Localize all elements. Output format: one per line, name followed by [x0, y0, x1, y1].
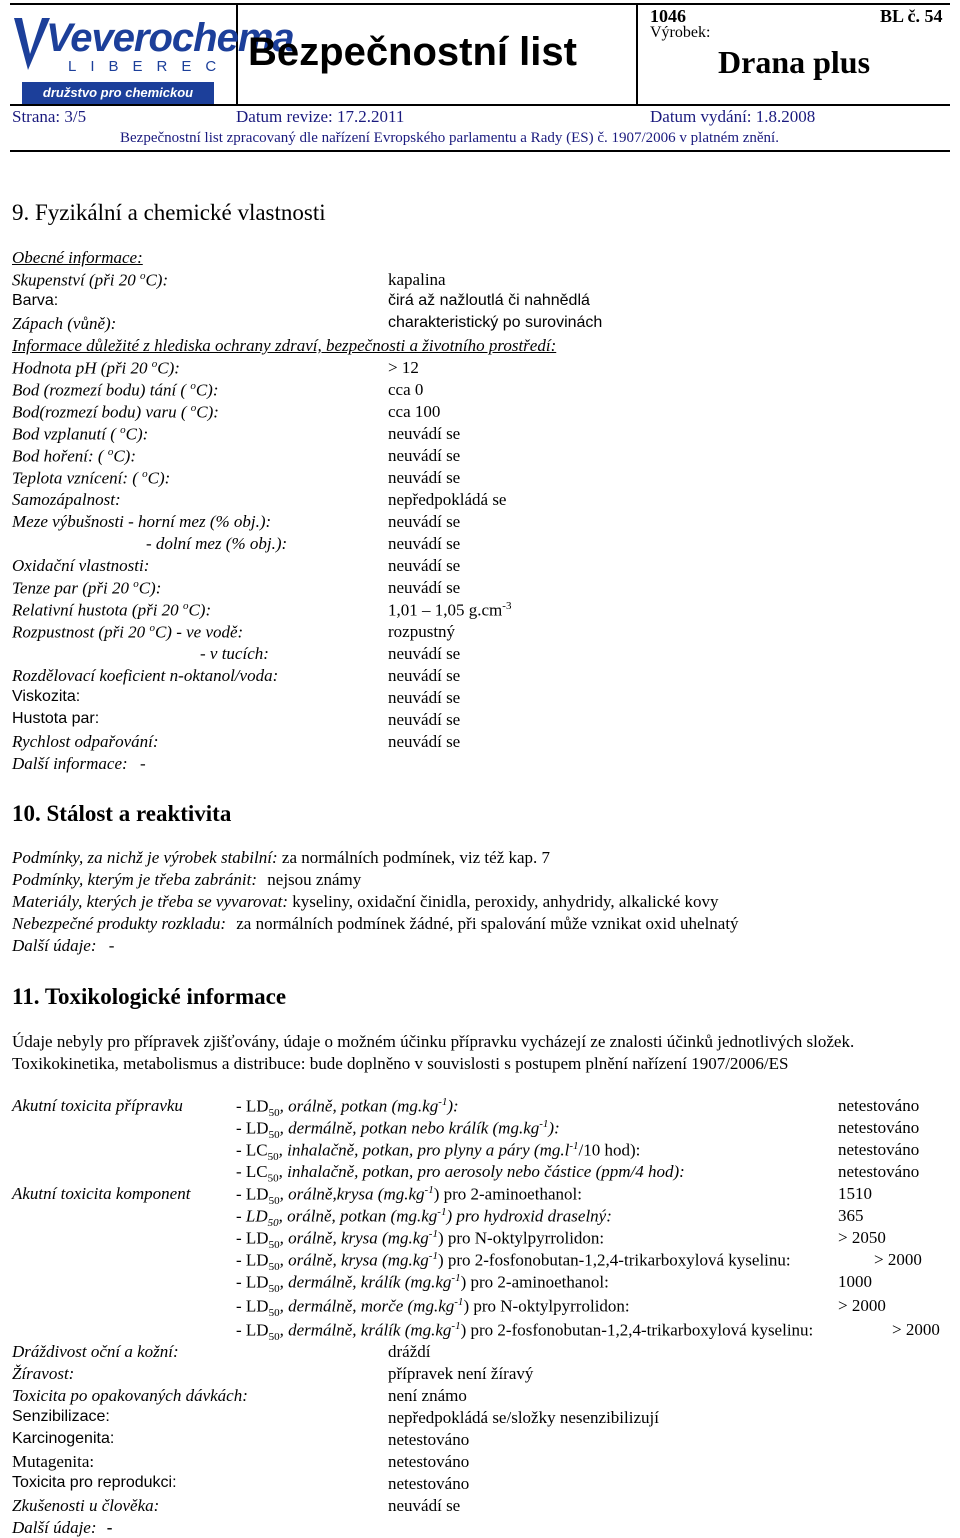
evaporation-label: Rychlost odpařování: — [12, 732, 159, 751]
oxidising-label: Oxidační vlastnosti: — [12, 556, 150, 575]
color-value: čirá až nažloutlá či nahnědlá — [388, 292, 590, 309]
burn-point-value: neuvádí se — [388, 446, 461, 465]
mutagenicity-value: netestováno — [388, 1452, 470, 1471]
tox-row: - $LD_{50}$, orálně, krysa $(mg.kg^{-1})$ pro N-oktylpyrrolidon: — [236, 1228, 605, 1252]
tox-row: - $LC_{50}$, inhalačně, potkan, pro plyny a páry ($mg.l^{-1}/10$ hod): — [236, 1140, 641, 1164]
tox-row-value: > 2000 — [874, 1250, 922, 1269]
header-mid-rule — [10, 104, 950, 106]
header-bottom-rule — [10, 150, 950, 152]
issue-date: Datum vydání: 1.8.2008 — [650, 107, 816, 126]
boiling-label: Bod(rozmezí bodu) varu ( $^o$C): — [12, 402, 219, 422]
section-9-title: 9. Fyzikální a chemické vlastnosti — [12, 200, 326, 225]
ignition-label: Teplota vznícení: ( $^o$C): — [12, 468, 171, 488]
document-header — [0, 0, 960, 150]
vapor-pressure-value: neuvádí se — [388, 578, 461, 597]
ignition-value: neuvádí se — [388, 468, 461, 487]
odor-value: charakteristický po surovinách — [388, 314, 603, 331]
tox-row-value: > 2050 — [838, 1228, 886, 1247]
vapor-pressure-label: Tenze par (při 20 $^o$C): — [12, 578, 162, 598]
tox-row: - $LD_{50}$, orálně, potkan $(mg.kg^{-1})$: — [236, 1096, 459, 1120]
flash-point-value: neuvádí se — [388, 424, 461, 443]
product-name: Drana plus — [718, 44, 871, 80]
oxidising-value: neuvádí se — [388, 556, 461, 575]
conditions-to-avoid: Podmínky, kterým je třeba zabránit: nejsou známy — [12, 870, 362, 889]
page-title: Bezpečnostní list — [248, 30, 577, 74]
tox-row: - $LD_{50}$, dermálně, potkan nebo králík $(mg.kg^{-1})$: — [236, 1118, 560, 1142]
irritation-value: dráždí — [388, 1342, 431, 1361]
relative-density-label: Relativní hustota (při 20 $^o$C): — [12, 600, 212, 620]
mutagenicity-label: Mutagenita: — [12, 1452, 95, 1471]
tox-row-value: 1510 — [838, 1184, 872, 1203]
general-info-heading: Obecné informace: — [12, 248, 143, 267]
tox-row: - $LD_{50}$, orálně, krysa $(mg.kg^{-1})$ pro 2-fosfonobutan-1,2,4-trikarboxylová kyselinu: — [236, 1250, 791, 1274]
important-info-heading: Informace důležité z hlediska ochrany zdraví, bezpečnosti a životního prostředí: — [12, 336, 557, 355]
stability-conditions: Podmínky, za nichž je výrobek stabilní: za normálních podmínek, viz též kap. 7 — [12, 848, 551, 867]
solubility-water-value: rozpustný — [388, 622, 456, 641]
document-number: 1046 — [650, 6, 686, 26]
odor-label: Zápach (vůně): — [12, 314, 117, 333]
ph-value: > 12 — [388, 358, 419, 377]
self-ignition-value: nepředpokládá se — [388, 490, 507, 509]
decomposition-products: Nebezpečné produkty rozkladu: za normálních podmínek žádné, při spalování může vznikat oxid uhelnatý — [12, 914, 739, 933]
color-label: Barva: — [12, 292, 59, 309]
carcinogenicity-value: netestováno — [388, 1430, 470, 1449]
tox-row: - $LC_{50}$, inhalačně, potkan, pro aerosoly nebo částice (ppm/4 hod): — [236, 1162, 685, 1185]
other-data-11: Další údaje: - — [12, 1518, 113, 1537]
relative-density-value: 1,01 – 1,05 $g.cm^{-3}$ — [388, 600, 512, 620]
solubility-fat-value: neuvádí se — [388, 644, 461, 663]
solubility-fat-label: - v tucích: — [200, 644, 269, 663]
ph-label: Hodnota pH (při 20 $^o$C): — [12, 358, 180, 378]
reproductive-label: Toxicita pro reprodukci: — [12, 1474, 177, 1491]
state-label: Skupenství (při 20 $^o$C): — [12, 270, 169, 290]
viscosity-value: neuvádí se — [388, 688, 461, 707]
tox-row: - $LD_{50}$, dermálně, morče $(mg.kg^{-1})$ pro N-oktylpyrrolidon: — [236, 1296, 630, 1320]
tox-row: - $LD_{50}$, dermálně, králík $(mg.kg^{-1})$ pro 2-fosfonobutan-1,2,4-trikarboxylová kyselinu: — [236, 1320, 814, 1344]
human-experience-value: neuvádí se — [388, 1496, 461, 1515]
explosion-lower-value: neuvádí se — [388, 534, 461, 553]
flash-point-label: Bod vzplanutí ( $^o$C): — [12, 424, 149, 444]
self-ignition-label: Samozápalnost: — [12, 490, 121, 509]
page-indicator: Strana: 3/5 — [12, 107, 87, 126]
repeated-dose-label: Toxicita po opakovaných dávkách: — [12, 1386, 248, 1405]
revision-date: Datum revize: 17.2.2011 — [236, 107, 405, 126]
header-top-rule — [10, 3, 950, 5]
repeated-dose-value: není známo — [388, 1386, 467, 1405]
tox-row-value: 1000 — [838, 1272, 872, 1291]
acute-prep-label: Akutní toxicita přípravku — [12, 1096, 183, 1115]
partition-coef-value: neuvádí se — [388, 666, 461, 685]
tox-row-value: > 2000 — [838, 1296, 886, 1315]
tox-row-value: 365 — [838, 1206, 864, 1225]
explosion-lower-label: - dolní mez (% obj.): — [146, 534, 288, 553]
partition-coef-label: Rozdělovací koeficient n-oktanol/voda: — [12, 666, 279, 685]
human-experience-label: Zkušenosti u člověka: — [12, 1496, 160, 1515]
tox-row-value: netestováno — [838, 1118, 920, 1137]
logo-subtitle: LIBEREC — [68, 58, 231, 75]
section-10-title: 10. Stálost a reaktivita — [12, 801, 232, 826]
corrosion-value: přípravek není žíravý — [388, 1364, 534, 1383]
incompatible-materials: Materiály, kterých je třeba se vyvarovat: kyseliny, oxidační činidla, peroxidy, anhydridy, alkalické kovy — [12, 892, 719, 911]
tox-row: - $LD_{50}$, dermálně, králík $(mg.kg^{-1})$ pro 2-aminoethanol: — [236, 1272, 609, 1296]
boiling-value: cca 100 — [388, 402, 441, 421]
other-data-10: Další údaje: - — [12, 936, 115, 955]
evaporation-value: neuvádí se — [388, 732, 461, 751]
tox-row: - $LD_{50}$, orálně,krysa $(mg.kg^{-1})$ pro 2-aminoethanol: — [236, 1184, 582, 1208]
section-11-title: 11. Toxikologické informace — [12, 984, 287, 1009]
vapor-density-value: neuvádí se — [388, 710, 461, 729]
solubility-water-label: Rozpustnost (při 20 $^o$C) - ve vodě: — [12, 622, 244, 642]
sensitisation-value: nepředpokládá se/složky nesenzibilizují — [388, 1408, 659, 1427]
logo-band: družstvo pro chemickou výrobu — [22, 82, 214, 104]
bl-number: BL č. 54 — [880, 6, 943, 26]
other-info-9: Další informace: - — [12, 754, 146, 773]
melting-label: Bod (rozmezí bodu) tání ( $^o$C): — [12, 380, 219, 400]
regulation-note: Bezpečnostní list zpracovaný dle nařízení Evropského parlamentu a Rady (ES) č. 1907/2006 v platném znění. — [120, 130, 779, 146]
tox-row-value: netestováno — [838, 1096, 920, 1115]
burn-point-label: Bod hoření: ( $^o$C): — [12, 446, 137, 466]
carcinogenicity-label: Karcinogenita: — [12, 1430, 115, 1447]
corrosion-label: Žíravost: — [12, 1364, 75, 1383]
reproductive-value: netestováno — [388, 1474, 470, 1493]
explosion-upper-value: neuvádí se — [388, 512, 461, 531]
sensitisation-label: Senzibilizace: — [12, 1408, 110, 1425]
tox-intro: Údaje nebyly pro přípravek zjišťovány, údaje o možném účinku přípravku vycházejí ze znalosti účinků jednotlivých složek. — [12, 1032, 855, 1051]
irritation-label: Dráždivost oční a kožní: — [12, 1342, 179, 1361]
explosion-upper-label: Meze výbušnosti - horní mez (% obj.): — [12, 512, 272, 531]
tox-row-value: > 2000 — [892, 1320, 940, 1339]
tox-row: - $LD_{50}$, orálně, potkan $(mg.kg^{-1})$ pro hydroxid draselný: — [236, 1206, 612, 1230]
vapor-density-label: Hustota par: — [12, 710, 100, 727]
tox-row-value: netestováno — [838, 1140, 920, 1159]
acute-comp-label: Akutní toxicita komponent — [12, 1184, 191, 1203]
viscosity-label: Viskozita: — [12, 688, 81, 705]
melting-value: cca 0 — [388, 380, 424, 399]
state-value: kapalina — [388, 270, 446, 289]
product-label: Výrobek: — [650, 24, 711, 41]
header-divider — [636, 4, 638, 104]
toxicokinetics: Toxikokinetika, metabolismus a distribuce: bude doplněno v souvislosti s postupem plnění nařízení 1907/2006/ES — [12, 1054, 789, 1073]
logo-wordmark: Veverochema — [46, 16, 294, 60]
tox-row-value: netestováno — [838, 1162, 920, 1181]
